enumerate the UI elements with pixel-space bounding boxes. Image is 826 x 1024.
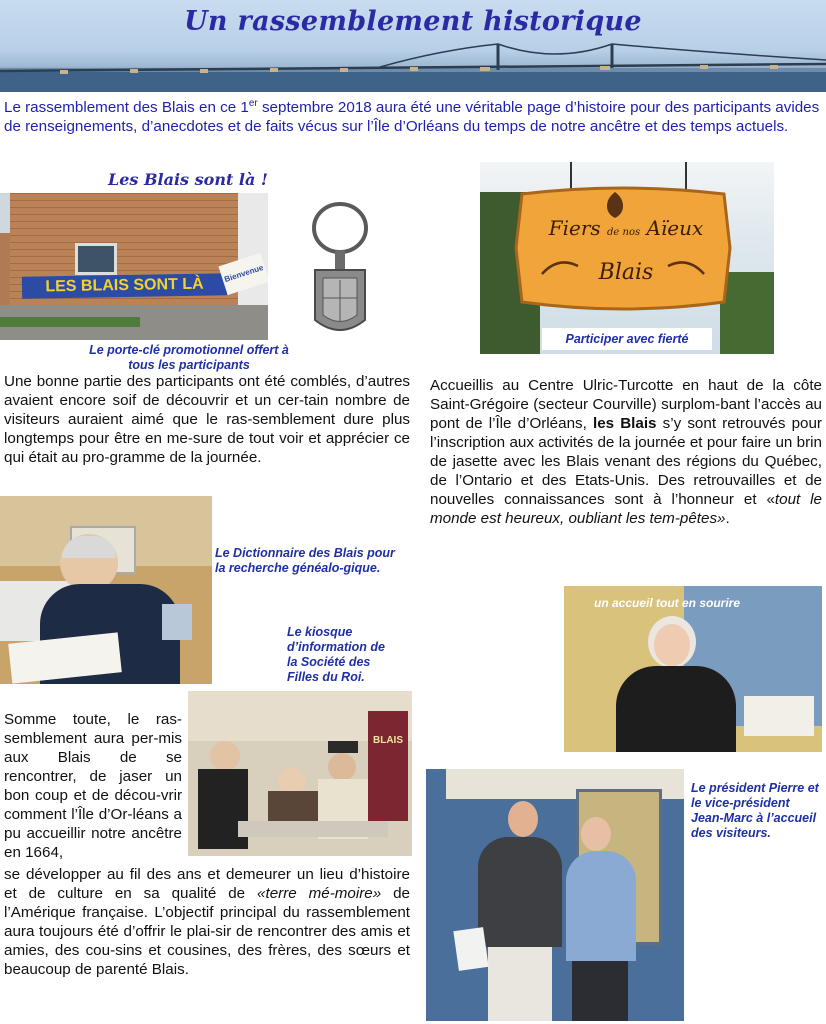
welcome-photo — [564, 586, 822, 752]
sign-text-line1: Fiers de nos Aïeux — [548, 216, 704, 240]
caption-president: Le président Pierre et le vice-président Jean-Marc à l’accueil des visiteurs. — [691, 781, 819, 840]
welcome-sign: Bienvenue — [218, 253, 268, 295]
intro-paragraph: Le rassemblement des Blais en ce 1er septembre 2018 aura été une véritable page d’histoire pour des participants avides de renseignements, d’anecdotes et de faits vécus sur l’Île d’Orléans du temps de notre ancêtre et des temps actuels. — [4, 98, 820, 135]
caption-dictionary: Le Dictionnaire des Blais pour la recherche généalo-gique. — [215, 546, 395, 575]
keychain-photo — [307, 200, 373, 340]
sign-text-line2: Blais — [598, 260, 654, 285]
page-title: Un rassemblement historique — [184, 6, 642, 37]
paragraph-welcome-center: Accueillis au Centre Ulric-Turcotte en haut de la côte Saint-Grégoire (secteur Courville) surplom-bant l’accès au pont de l’Île d’Orléans, les Blais s’y sont retrouvés pour l’inscription aux activités de la journée et pour faire un brin de jasette avec les Blais venant des régions du Québec, de l’Ontario et des Etats-Unis. Des retrouvailles et de nouvelles connaissances sont à l’honneur et «tout le monde est heureux, oubliant les tem-pêtes». — [430, 377, 822, 527]
kiosk-banner: BLAIS — [368, 711, 408, 821]
bridge-illustration — [0, 40, 826, 92]
keychain-icon — [307, 200, 373, 340]
banner-les-blais: LES BLAIS SONT LÀ — [22, 273, 227, 299]
wooden-sign-icon — [512, 184, 734, 312]
caption-kiosk: Le kiosque d’information de la Société des Filles du Roi. — [287, 625, 385, 684]
caption-pride: Participer avec fierté — [542, 328, 712, 350]
paragraph-participants: Une bonne partie des participants ont été comblés, d’autres avaient encore soif de découvrir et un cer-tain nombre de visiteurs auraient aimé que le ras-semblement dure plus longtemps pour être en me-sure de tout voir et apprécier ce qui était au pro-gramme de la journée. — [4, 373, 410, 466]
president-photo — [426, 769, 684, 1021]
kiosk-photo — [188, 691, 412, 856]
building-photo — [0, 193, 268, 340]
dictionary-photo — [0, 496, 212, 684]
sign-photo — [480, 162, 774, 354]
section-title: Les Blais sont là ! — [108, 170, 268, 189]
paragraph-conclusion-top: Somme toute, le ras-semblement aura per-mis aux Blais de se rencontrer, de jaser un bon coup et de décou-vrir comment l’Île d’Or-léans a pu accueillir notre ancêtre en 1664, — [4, 711, 182, 861]
paragraph-conclusion-bottom: se développer au fil des ans et demeurer un lieu d’histoire et de culture en sa qualité de «terre mé-moire» de l’Amérique française. L’objectif principal du rassemblement aura toujours été d’offrir le plai-sir de rencontrer des amis et amies, des cou-sins et cousines, des frères, des sœurs et beaucoup de parenté Blais. — [4, 866, 410, 978]
caption-welcome: un accueil tout en sourire — [594, 596, 741, 610]
caption-keychain: Le porte-clé promotionnel offert à tous les participants — [89, 343, 289, 372]
